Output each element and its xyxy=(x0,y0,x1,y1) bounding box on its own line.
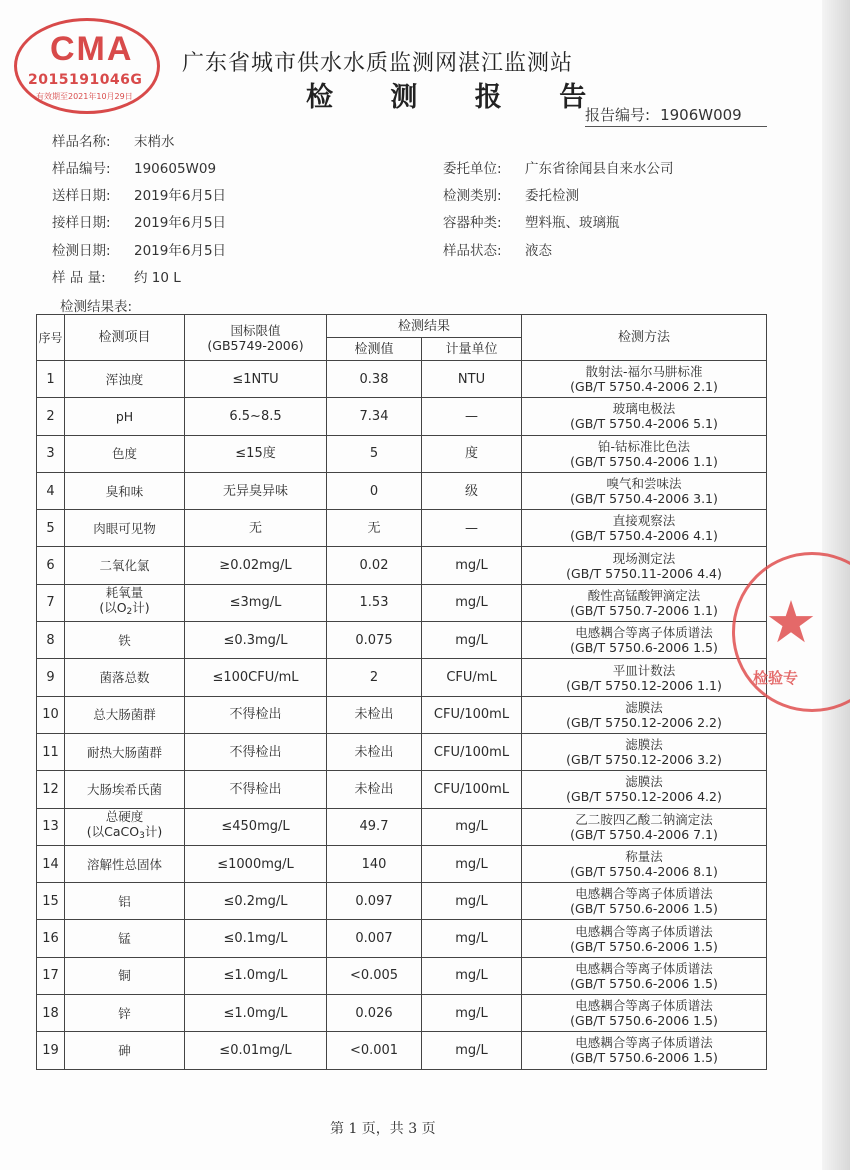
row-number: 19 xyxy=(37,1032,65,1069)
cma-logo: CMA xyxy=(50,30,134,68)
row-method xyxy=(522,584,767,621)
row-number: 9 xyxy=(37,659,65,696)
row-item xyxy=(65,472,185,509)
test-date-field xyxy=(52,239,226,259)
report-number-value: 1906W009 xyxy=(660,106,742,124)
row-method-standard: (GB/T 5750.4-2006 5.1) xyxy=(570,416,718,432)
row-method xyxy=(522,920,767,957)
row-limit: 不得检出 xyxy=(185,696,327,733)
row-unit: NTU xyxy=(422,361,522,398)
row-item-name: 菌落总数 xyxy=(99,670,150,686)
row-item-name: 总硬度 xyxy=(105,809,144,825)
table-row xyxy=(37,883,767,920)
row-value: <0.005 xyxy=(327,957,422,994)
client-label: 委托单位: xyxy=(443,161,502,177)
row-value: 140 xyxy=(327,845,422,882)
row-unit: mg/L xyxy=(422,808,522,845)
row-item-note-pre: (以CaCO xyxy=(86,824,140,840)
quantity-label: 样 品 量: xyxy=(52,270,106,286)
row-method-standard: (GB/T 5750.6-2006 1.5) xyxy=(570,975,718,991)
row-limit: ≤450mg/L xyxy=(185,808,327,845)
row-unit: CFU/100mL xyxy=(422,771,522,808)
row-method xyxy=(522,361,767,398)
row-value: 未检出 xyxy=(327,771,422,808)
row-number: 2 xyxy=(37,398,65,435)
row-unit: 度 xyxy=(422,435,522,472)
row-limit: ≤100CFU/mL xyxy=(185,659,327,696)
row-value: 0.02 xyxy=(327,547,422,584)
table-row xyxy=(37,622,767,659)
sample-name-value: 末梢水 xyxy=(134,134,175,150)
test-type-value: 委托检测 xyxy=(525,188,579,204)
row-item xyxy=(65,584,185,621)
row-item xyxy=(65,808,185,845)
page-footer: 第 1 页，共 3 页 xyxy=(330,1121,436,1137)
row-unit: CFU/100mL xyxy=(422,696,522,733)
row-method-name: 电感耦合等离子体质谱法 xyxy=(575,923,713,939)
row-unit: mg/L xyxy=(422,622,522,659)
row-method-name: 现场测定法 xyxy=(612,550,676,566)
header-value: 检测值 xyxy=(327,338,422,361)
row-limit: ≤0.3mg/L xyxy=(185,622,327,659)
row-method xyxy=(522,510,767,547)
table-row xyxy=(37,957,767,994)
header-limit xyxy=(185,315,327,361)
row-item-name: 二氧化氯 xyxy=(99,558,150,574)
row-item xyxy=(65,957,185,994)
row-limit: ≤1.0mg/L xyxy=(185,957,327,994)
row-limit: ≤0.2mg/L xyxy=(185,883,327,920)
row-value: 7.34 xyxy=(327,398,422,435)
row-method-standard: (GB/T 5750.6-2006 1.5) xyxy=(570,640,718,656)
row-method-name: 直接观察法 xyxy=(612,513,676,529)
row-unit: — xyxy=(422,510,522,547)
table-row xyxy=(37,920,767,957)
row-method-name: 平皿计数法 xyxy=(612,662,676,678)
table-row xyxy=(37,995,767,1032)
row-method xyxy=(522,883,767,920)
row-item-note-post: 计) xyxy=(132,600,150,616)
sample-state-field xyxy=(443,239,552,259)
row-method-name: 玻璃电极法 xyxy=(612,401,676,417)
row-method-name: 电感耦合等离子体质谱法 xyxy=(575,886,713,902)
row-number: 16 xyxy=(37,920,65,957)
cma-number: 2015191046G xyxy=(28,72,143,88)
table-row xyxy=(37,771,767,808)
cma-validity: 有效期至2021年10月29日 xyxy=(36,92,133,101)
sample-code-label: 样品编号: xyxy=(52,161,111,177)
table-row xyxy=(37,435,767,472)
table-row xyxy=(37,398,767,435)
row-item xyxy=(65,883,185,920)
row-number: 4 xyxy=(37,472,65,509)
row-method-name: 嗅气和尝味法 xyxy=(606,476,682,492)
row-item-name: 臭和味 xyxy=(105,483,144,499)
row-limit: ≤3mg/L xyxy=(185,584,327,621)
row-method-standard: (GB/T 5750.4-2006 7.1) xyxy=(570,826,718,842)
row-value: 49.7 xyxy=(327,808,422,845)
row-method xyxy=(522,845,767,882)
row-method-standard: (GB/T 5750.7-2006 1.1) xyxy=(570,602,718,618)
row-item-name: 锰 xyxy=(118,931,131,947)
results-table-label: 检测结果表: xyxy=(60,299,133,315)
row-item xyxy=(65,696,185,733)
organization-name: 广东省城市供水水质监测网湛江监测站 xyxy=(182,51,574,76)
row-unit: mg/L xyxy=(422,995,522,1032)
row-number: 17 xyxy=(37,957,65,994)
row-number: 3 xyxy=(37,435,65,472)
receive-date-field xyxy=(52,211,226,231)
row-item-name: 浑浊度 xyxy=(105,371,144,387)
row-item-note-post: 计) xyxy=(144,824,163,840)
row-item-name: pH xyxy=(115,408,134,424)
row-item-name: 砷 xyxy=(118,1042,131,1058)
row-number: 10 xyxy=(37,696,65,733)
row-number: 8 xyxy=(37,622,65,659)
row-item xyxy=(65,510,185,547)
results-table-body xyxy=(37,361,767,1070)
sample-name-label: 样品名称: xyxy=(52,134,111,150)
sample-state-value: 液态 xyxy=(525,243,552,259)
row-item-note xyxy=(65,600,184,620)
quantity-value: 约 10 L xyxy=(134,270,181,286)
row-limit: ≤1.0mg/L xyxy=(185,995,327,1032)
row-unit: mg/L xyxy=(422,845,522,882)
table-row xyxy=(37,659,767,696)
receive-date-label: 接样日期: xyxy=(52,215,111,231)
row-method xyxy=(522,771,767,808)
table-row xyxy=(37,1032,767,1069)
row-unit: mg/L xyxy=(422,584,522,621)
row-method-standard: (GB/T 5750.11-2006 4.4) xyxy=(566,565,722,581)
table-row xyxy=(37,696,767,733)
row-unit: mg/L xyxy=(422,957,522,994)
row-value: 无 xyxy=(327,510,422,547)
sample-code-value: 190605W09 xyxy=(134,161,217,177)
test-date-label: 检测日期: xyxy=(52,243,111,259)
row-method-name: 称量法 xyxy=(625,849,663,864)
table-row xyxy=(37,510,767,547)
row-value: 0.38 xyxy=(327,361,422,398)
row-limit: 不得检出 xyxy=(185,733,327,770)
row-limit: ≤1NTU xyxy=(185,361,327,398)
row-limit: 不得检出 xyxy=(185,771,327,808)
row-item-name: 肉眼可见物 xyxy=(93,520,156,536)
row-method xyxy=(522,659,767,696)
row-method-name: 散射法-福尔马肼标准 xyxy=(585,364,703,380)
row-method-name: 乙二胺四乙酸二钠滴定法 xyxy=(575,811,713,827)
row-method-name: 铂-钴标准比色法 xyxy=(598,438,691,454)
client-field xyxy=(443,157,674,177)
row-value: 0 xyxy=(327,472,422,509)
row-method-standard: (GB/T 5750.6-2006 1.5) xyxy=(570,1013,718,1029)
header-limit-line2: (GB5749-2006) xyxy=(207,337,304,353)
row-method-standard: (GB/T 5750.4-2006 8.1) xyxy=(570,864,718,879)
row-method-name: 电感耦合等离子体质谱法 xyxy=(575,998,713,1014)
row-limit: ≤0.01mg/L xyxy=(185,1032,327,1069)
row-method xyxy=(522,1032,767,1069)
send-date-label: 送样日期: xyxy=(52,188,111,204)
row-item-name: 总大肠菌群 xyxy=(93,707,156,723)
client-value: 广东省徐闻县自来水公司 xyxy=(525,161,674,177)
row-limit: 无异臭异味 xyxy=(185,472,327,509)
header-method: 检测方法 xyxy=(522,315,767,361)
row-method-standard: (GB/T 5750.12-2006 4.2) xyxy=(566,789,722,805)
row-method xyxy=(522,398,767,435)
container-label: 容器种类: xyxy=(443,215,502,231)
header-no: 序号 xyxy=(37,315,65,361)
row-method-standard: (GB/T 5750.6-2006 1.5) xyxy=(570,1050,718,1066)
row-method xyxy=(522,808,767,845)
row-item xyxy=(65,845,185,882)
receive-date-value: 2019年6月5日 xyxy=(134,215,227,231)
row-value: 0.075 xyxy=(327,622,422,659)
row-unit: CFU/100mL xyxy=(422,733,522,770)
row-unit: mg/L xyxy=(422,547,522,584)
row-method-standard: (GB/T 5750.4-2006 3.1) xyxy=(570,491,718,507)
test-type-label: 检测类别: xyxy=(443,188,502,204)
row-method xyxy=(522,733,767,770)
row-unit: mg/L xyxy=(422,920,522,957)
row-method xyxy=(522,547,767,584)
row-value: 0.007 xyxy=(327,920,422,957)
row-method xyxy=(522,622,767,659)
row-item xyxy=(65,1032,185,1069)
row-item-name: 色度 xyxy=(111,446,137,462)
row-item xyxy=(65,995,185,1032)
row-item xyxy=(65,398,185,435)
row-item-name: 铝 xyxy=(118,893,131,909)
row-item-note-pre: (以O xyxy=(99,600,127,616)
row-unit: 级 xyxy=(422,472,522,509)
send-date-value: 2019年6月5日 xyxy=(134,188,227,204)
row-number: 11 xyxy=(37,733,65,770)
row-method-standard: (GB/T 5750.6-2006 1.5) xyxy=(570,901,718,917)
header-unit: 计量单位 xyxy=(422,338,522,361)
header-item: 检测项目 xyxy=(65,315,185,361)
row-method-standard: (GB/T 5750.4-2006 1.1) xyxy=(570,453,718,469)
table-row xyxy=(37,845,767,882)
row-number: 14 xyxy=(37,845,65,882)
row-value: 5 xyxy=(327,435,422,472)
row-item-note-subscript: 3 xyxy=(139,831,145,842)
row-item-note xyxy=(65,824,184,844)
row-method xyxy=(522,472,767,509)
row-item xyxy=(65,733,185,770)
row-method xyxy=(522,957,767,994)
test-type-field xyxy=(443,184,579,204)
row-item xyxy=(65,659,185,696)
row-number: 15 xyxy=(37,883,65,920)
row-method-name: 电感耦合等离子体质谱法 xyxy=(575,960,713,976)
row-number: 18 xyxy=(37,995,65,1032)
row-method xyxy=(522,435,767,472)
row-value: 0.097 xyxy=(327,883,422,920)
stamp-star-icon: ★ xyxy=(765,588,817,656)
row-unit: — xyxy=(422,398,522,435)
row-item-name: 耐热大肠菌群 xyxy=(86,744,162,760)
report-title: 检 测 报 告 xyxy=(306,82,611,113)
stamp-text: 检验专 xyxy=(753,669,799,687)
container-field xyxy=(443,211,620,231)
row-unit: mg/L xyxy=(422,1032,522,1069)
table-row xyxy=(37,472,767,509)
row-value: 0.026 xyxy=(327,995,422,1032)
cma-seal xyxy=(14,18,164,118)
row-limit: 6.5~8.5 xyxy=(185,398,327,435)
row-limit: ≤1000mg/L xyxy=(185,845,327,882)
row-value: 1.53 xyxy=(327,584,422,621)
table-row xyxy=(37,808,767,845)
table-row xyxy=(37,547,767,584)
row-number: 13 xyxy=(37,808,65,845)
row-limit: ≥0.02mg/L xyxy=(185,547,327,584)
row-method-standard: (GB/T 5750.12-2006 2.2) xyxy=(566,714,722,730)
row-item xyxy=(65,920,185,957)
row-method xyxy=(522,995,767,1032)
results-table xyxy=(36,314,767,1070)
report-number xyxy=(585,104,767,127)
row-number: 5 xyxy=(37,510,65,547)
row-limit: ≤15度 xyxy=(185,435,327,472)
table-row xyxy=(37,584,767,621)
row-unit: CFU/mL xyxy=(422,659,522,696)
row-method-standard: (GB/T 5750.4-2006 2.1) xyxy=(570,379,718,395)
row-method-standard: (GB/T 5750.6-2006 1.5) xyxy=(570,938,718,954)
row-number: 7 xyxy=(37,584,65,621)
header-limit-line1: 国标限值 xyxy=(230,322,281,338)
row-unit: mg/L xyxy=(422,883,522,920)
row-item xyxy=(65,361,185,398)
header-result-group: 检测结果 xyxy=(327,315,522,338)
row-method-name: 滤膜法 xyxy=(625,699,663,715)
table-row xyxy=(37,733,767,770)
row-item-name: 铁 xyxy=(118,632,131,648)
sample-name-field xyxy=(52,130,175,150)
row-value: 未检出 xyxy=(327,733,422,770)
row-item-name: 耗氧量 xyxy=(105,585,144,601)
row-number: 12 xyxy=(37,771,65,808)
send-date-field xyxy=(52,184,226,204)
row-value: <0.001 xyxy=(327,1032,422,1069)
row-item-name: 溶解性总固体 xyxy=(86,856,162,872)
row-number: 6 xyxy=(37,547,65,584)
row-value: 2 xyxy=(327,659,422,696)
row-item xyxy=(65,547,185,584)
row-item xyxy=(65,622,185,659)
row-item-note-subscript: 2 xyxy=(126,607,133,618)
row-number: 1 xyxy=(37,361,65,398)
table-row xyxy=(37,361,767,398)
sample-state-label: 样品状态: xyxy=(443,243,502,259)
sample-code-field xyxy=(52,157,216,177)
row-item-name: 大肠埃希氏菌 xyxy=(86,781,162,797)
container-value: 塑料瓶、玻璃瓶 xyxy=(525,215,620,231)
row-method-name: 电感耦合等离子体质谱法 xyxy=(575,625,713,641)
row-limit: ≤0.1mg/L xyxy=(185,920,327,957)
row-method xyxy=(522,696,767,733)
row-method-name: 酸性高锰酸钾滴定法 xyxy=(587,587,701,603)
row-method-standard: (GB/T 5750.4-2006 4.1) xyxy=(570,528,718,544)
quantity-field xyxy=(52,266,181,286)
row-method-name: 电感耦合等离子体质谱法 xyxy=(575,1035,713,1051)
row-method-name: 滤膜法 xyxy=(625,737,663,753)
row-item xyxy=(65,435,185,472)
report-number-label: 报告编号: xyxy=(585,106,651,124)
row-item-name: 锌 xyxy=(118,1005,131,1021)
test-date-value: 2019年6月5日 xyxy=(134,243,227,259)
row-item-name: 铜 xyxy=(118,968,131,984)
row-item xyxy=(65,771,185,808)
row-value: 未检出 xyxy=(327,696,422,733)
row-method-name: 滤膜法 xyxy=(625,774,663,790)
row-limit: 无 xyxy=(185,510,327,547)
row-method-standard: (GB/T 5750.12-2006 1.1) xyxy=(566,677,722,693)
row-method-standard: (GB/T 5750.12-2006 3.2) xyxy=(566,752,722,768)
